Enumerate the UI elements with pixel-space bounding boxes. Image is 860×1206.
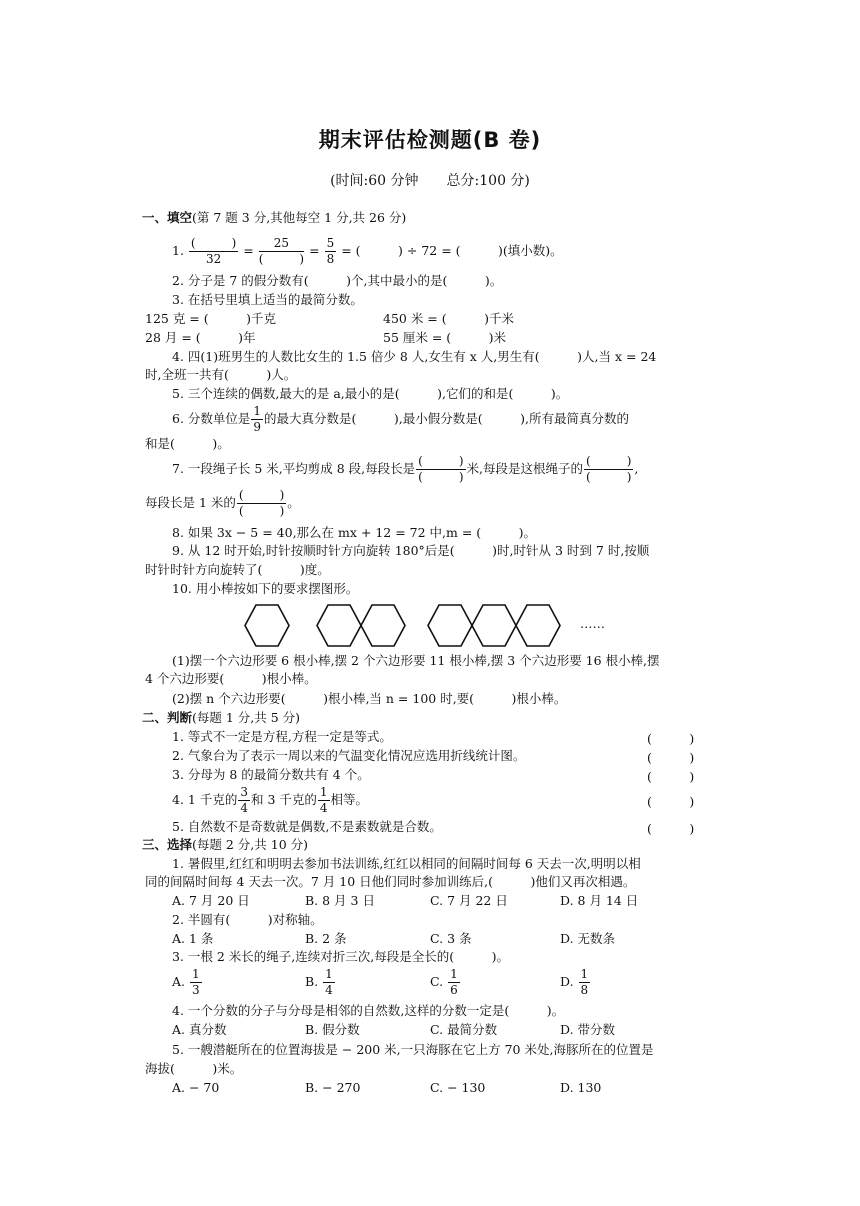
- denominator: 32: [205, 252, 222, 266]
- q-text: 。: [287, 495, 300, 510]
- numerator: 25: [259, 236, 304, 252]
- section-3-title: 三、选择: [142, 837, 193, 852]
- fraction: [190, 967, 202, 998]
- hexagon-shape: [361, 605, 405, 646]
- fraction: [318, 785, 330, 816]
- q-text: ,: [634, 461, 639, 476]
- hexagon-shape: [245, 605, 289, 646]
- question-1-5: 5. 三个连续的偶数,最大的是 a,最小的是( ),它们的和是( )。: [172, 386, 569, 401]
- section-2-title: 二、判断: [142, 710, 193, 725]
- denominator: 4: [319, 801, 328, 815]
- answer-blank[interactable]: ( ): [647, 750, 695, 765]
- option-c[interactable]: C. − 130: [430, 1080, 486, 1095]
- option-b[interactable]: B. − 270: [305, 1080, 361, 1095]
- question-1-3: 3. 在括号里填上适当的最简分数。: [172, 292, 363, 307]
- q-text: = ( ) ÷ 72 = ( )(填小数)。: [341, 243, 563, 258]
- option-a[interactable]: A. − 70: [172, 1080, 220, 1095]
- q-text: 6. 分数单位是: [172, 411, 251, 426]
- option-b[interactable]: [305, 967, 336, 998]
- denominator: 4: [240, 801, 248, 815]
- denominator: 9: [253, 420, 262, 434]
- fraction-blank: [584, 454, 633, 485]
- denominator: 4: [325, 983, 333, 997]
- question-1-9-line1: 9. 从 12 时开始,时针按顺时针方向旋转 180°后是( )时,时针从 3 时到 7 时,按顺: [172, 543, 650, 558]
- choice-question-4: 4. 一个分数的分子与分母是相邻的自然数,这样的分数一定是( )。: [172, 1003, 565, 1018]
- hexagon-figures: [240, 602, 570, 650]
- option-d[interactable]: [560, 967, 591, 998]
- q-text: 相等。: [330, 792, 369, 807]
- option-c[interactable]: C. 7 月 22 日: [430, 893, 508, 908]
- numerator: 3: [240, 785, 248, 799]
- section-1-title: 一、填空: [142, 210, 193, 225]
- denominator: ( ): [258, 252, 305, 266]
- question-1-4-line1: 4. 四(1)班男生的人数比女生的 1.5 倍少 8 人,女生有 x 人,男生有( )人,当 x = 24: [172, 349, 657, 364]
- hexagon-shape: [428, 605, 472, 646]
- judge-question-1: 1. 等式不一定是方程,方程一定是等式。: [172, 729, 392, 744]
- hexagon-shape: [472, 605, 516, 646]
- question-1-8: 8. 如果 3x − 5 = 40,那么在 mx + 12 = 72 中,m = ( )。: [172, 525, 537, 540]
- section-2-note: (每题 1 分,共 5 分): [192, 710, 301, 725]
- option-d[interactable]: D. 带分数: [560, 1022, 616, 1037]
- denominator: ( ): [418, 470, 464, 484]
- option-a[interactable]: A. 真分数: [172, 1022, 227, 1037]
- option-label: B.: [305, 974, 319, 989]
- option-a[interactable]: A. 1 条: [172, 931, 214, 946]
- hexagon-shape: [317, 605, 361, 646]
- denominator: 8: [580, 983, 589, 997]
- option-label: A.: [172, 974, 186, 989]
- option-d[interactable]: D. 130: [560, 1080, 602, 1095]
- hexagon-shape: [516, 605, 560, 646]
- option-c[interactable]: [430, 967, 461, 998]
- answer-blank[interactable]: ( ): [647, 731, 695, 746]
- numerator: ( ): [418, 454, 464, 468]
- page-subtitle: (时间:60 分钟 总分:100 分): [330, 173, 530, 189]
- judge-question-4: [172, 785, 368, 816]
- option-c[interactable]: C. 最简分数: [430, 1022, 498, 1037]
- question-1-10-1-line1: (1)摆一个六边形要 6 根小棒,摆 2 个六边形要 11 根小棒,摆 3 个六边形要 16 根小棒,摆: [172, 653, 660, 668]
- choice-question-5-line2: 海拔( )米。: [145, 1061, 243, 1076]
- answer-blank[interactable]: ( ): [647, 821, 695, 836]
- option-b[interactable]: B. 2 条: [305, 931, 347, 946]
- fraction: [189, 236, 238, 267]
- denominator: 3: [192, 983, 200, 997]
- numerator: 1: [192, 967, 200, 981]
- denominator: 8: [326, 252, 335, 266]
- numerator: 1: [580, 967, 589, 981]
- numerator: 1: [450, 967, 458, 981]
- equals-sign: =: [309, 243, 320, 258]
- denominator: ( ): [586, 470, 632, 484]
- choice-question-1-line2: 同的间隔时间每 4 天去一次。7 月 10 日他们同时参加训练后,( )他们又再次相遇。: [145, 874, 636, 889]
- question-1-1: [172, 236, 563, 267]
- question-1-9-line2: 时针时针方向旋转了( )度。: [145, 562, 330, 577]
- numerator: ( ): [190, 236, 237, 250]
- ellipsis: ……: [580, 616, 605, 631]
- numerator: 5: [326, 236, 335, 250]
- choice-question-1-line1: 1. 暑假里,红红和明明去参加书法训练,红红以相同的间隔时间每 6 天去一次,明明以相: [172, 856, 641, 871]
- fraction-blank: [416, 454, 465, 485]
- fraction: [323, 967, 335, 998]
- fraction-blank: [237, 488, 286, 519]
- fraction: [238, 785, 250, 816]
- q-text: 7. 一段绳子长 5 米,平均剪成 8 段,每段长是: [172, 461, 416, 476]
- q-number: 1.: [172, 243, 184, 258]
- option-a[interactable]: [172, 967, 203, 998]
- fraction: [325, 236, 337, 267]
- page-title: 期末评估检测题(B 卷): [318, 128, 542, 152]
- q3-item-c: 28 月 = ( )年: [145, 330, 256, 345]
- option-label: C.: [430, 974, 444, 989]
- question-1-7: [172, 454, 638, 485]
- numerator: 1: [319, 785, 328, 799]
- judge-question-2: 2. 气象台为了表示一周以来的气温变化情况应选用折线统计图。: [172, 748, 526, 763]
- q3-item-a: 125 克 = ( )千克: [145, 311, 277, 326]
- section-1-note: (第 7 题 3 分,其他每空 1 分,共 26 分): [192, 210, 407, 225]
- question-1-6: [172, 404, 629, 435]
- q-text: 和 3 千克的: [250, 792, 317, 807]
- question-1-7-line2: [145, 488, 300, 519]
- answer-blank[interactable]: ( ): [647, 769, 695, 784]
- q3-item-d: 55 厘米 = ( )米: [383, 330, 507, 345]
- judge-question-3: 3. 分母为 8 的最简分数共有 4 个。: [172, 767, 370, 782]
- question-1-4-line2: 时,全班一共有( )人。: [145, 367, 297, 382]
- option-a[interactable]: A. 7 月 20 日: [172, 893, 250, 908]
- q-text: 的最大真分数是( ),最小假分数是( ),所有最简真分数的: [264, 411, 630, 426]
- section-3-note: (每题 2 分,共 10 分): [192, 837, 308, 852]
- option-b[interactable]: B. 假分数: [305, 1022, 360, 1037]
- option-d[interactable]: D. 8 月 14 日: [560, 893, 639, 908]
- question-1-2: 2. 分子是 7 的假分数有( )个,其中最小的是( )。: [172, 273, 503, 288]
- judge-question-5: 5. 自然数不是奇数就是偶数,不是素数就是合数。: [172, 819, 442, 834]
- choice-question-5-line1: 5. 一艘潜艇所在的位置海拔是 − 200 米,一只海豚在它上方 70 米处,海豚所在的位置是: [172, 1042, 654, 1057]
- option-d[interactable]: D. 无数条: [560, 931, 616, 946]
- option-label: D.: [560, 974, 574, 989]
- fraction: [259, 236, 304, 267]
- q-text: 每段长是 1 米的: [145, 495, 236, 510]
- q-text: 4. 1 千克的: [172, 792, 238, 807]
- q-text: 米,每段是这根绳子的: [466, 461, 584, 476]
- question-1-10-1-line2: 4 个六边形要( )根小棒。: [145, 671, 317, 686]
- question-1-10-2: (2)摆 n 个六边形要( )根小棒,当 n = 100 时,要( )根小棒。: [172, 691, 567, 706]
- numerator: ( ): [238, 488, 285, 502]
- numerator: 1: [325, 967, 333, 981]
- question-1-6-line2: 和是( )。: [145, 436, 230, 451]
- answer-blank[interactable]: ( ): [647, 794, 695, 809]
- choice-question-3: 3. 一根 2 米长的绳子,连续对折三次,每段是全长的( )。: [172, 949, 510, 964]
- fraction: [448, 967, 460, 998]
- equals-sign: =: [243, 243, 254, 258]
- section-1-heading: [142, 210, 406, 226]
- numerator: 1: [253, 404, 262, 418]
- option-c[interactable]: C. 3 条: [430, 931, 472, 946]
- denominator: ( ): [238, 504, 285, 518]
- numerator: ( ): [586, 454, 632, 468]
- q3-item-b: 450 米 = ( )千米: [383, 311, 515, 326]
- section-2-heading: [142, 710, 300, 726]
- choice-question-2: 2. 半圆有( )对称轴。: [172, 912, 323, 927]
- fraction: [579, 967, 591, 998]
- fraction: [251, 404, 263, 435]
- section-3-heading: [142, 837, 308, 853]
- denominator: 6: [450, 983, 458, 997]
- question-1-10: 10. 用小棒按如下的要求摆图形。: [172, 581, 359, 596]
- option-b[interactable]: B. 8 月 3 日: [305, 893, 375, 908]
